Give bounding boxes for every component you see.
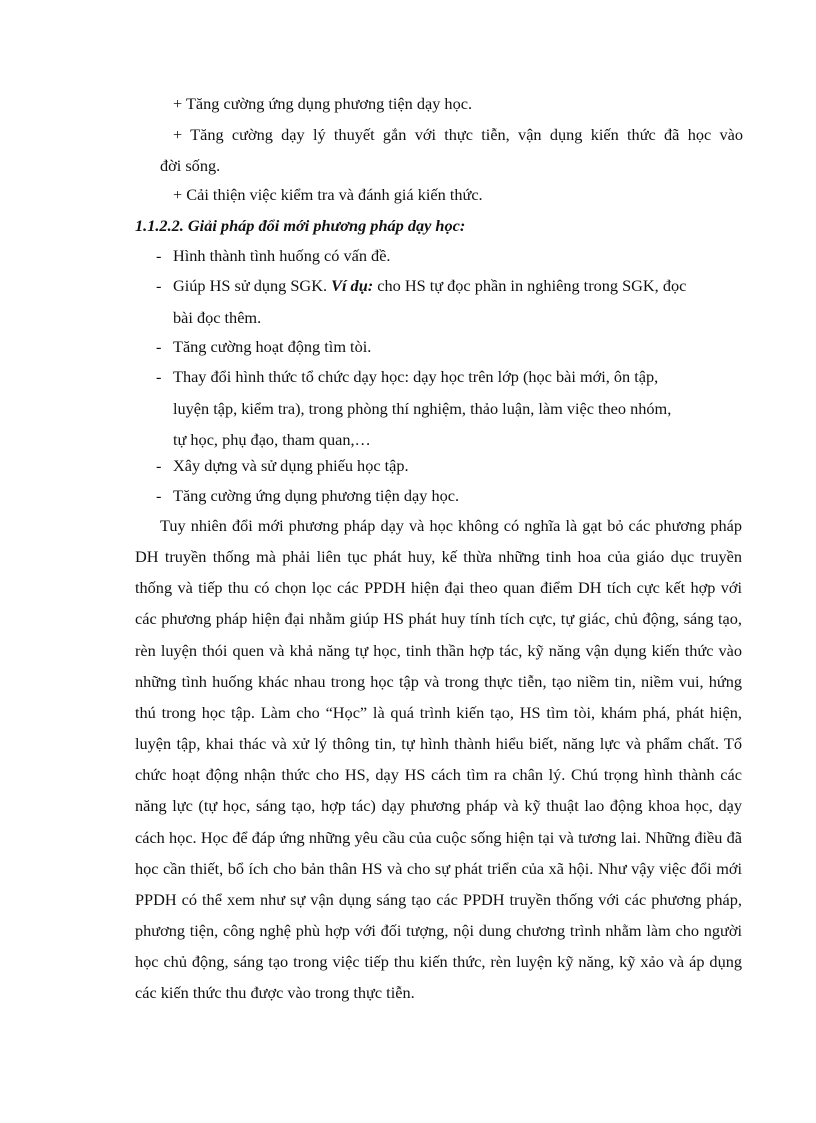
example-label: Ví dụ: xyxy=(331,276,374,295)
plus-item-2 xyxy=(173,119,743,151)
bullet-dash: - xyxy=(156,276,162,295)
bullet-text: Xây dựng và sử dụng phiếu học tập. xyxy=(173,456,409,475)
plus-item-3-text: + Cải thiện việc kiểm tra và đánh giá kiến thức. xyxy=(173,185,483,204)
bullet-2-lead: Giúp HS sử dụng SGK. xyxy=(173,276,332,295)
bullet-text: Hình thành tình huống có vấn đề. xyxy=(173,246,391,265)
bullet-dash: - xyxy=(156,337,162,356)
bullet-text: Tăng cường hoạt động tìm tòi. xyxy=(173,337,372,356)
bullet-2-rest: cho HS tự đọc phần in nghiêng trong SGK, đọc xyxy=(373,276,687,295)
bullet-text-line-3: tự học, phụ đạo, tham quan,… xyxy=(173,430,371,449)
bullet-dash: - xyxy=(156,486,162,505)
bullet-item-4 xyxy=(156,361,746,456)
plus-item-1-text: + Tăng cường ứng dụng phương tiện dạy học. xyxy=(173,94,473,113)
bullet-text-line-2: bài đọc thêm. xyxy=(173,307,262,327)
bullet-item-1 xyxy=(156,240,746,272)
plus-item-3 xyxy=(173,179,743,211)
bullet-dash: - xyxy=(156,367,162,386)
bullet-text-line-1: Thay đổi hình thức tổ chức dạy học: dạy học trên lớp (học bài mới, ôn tập, xyxy=(173,367,659,386)
bullet-text xyxy=(173,270,746,302)
plus-item-2-text: + Tăng cường dạy lý thuyết gắn với thực tiễn, vận dụng kiến thức đã học vào xyxy=(173,125,743,144)
plus-item-2-continuation xyxy=(160,150,730,182)
section-heading: 1.1.2.2. Giải pháp đổi mới phương pháp dạy học: xyxy=(135,216,466,235)
bullet-text: Tăng cường ứng dụng phương tiện dạy học. xyxy=(173,486,460,505)
body-paragraph: Tuy nhiên đổi mới phương pháp dạy và học không có nghĩa là gạt bỏ các phương pháp DH truyền thống mà phải liên tục phát huy, kế thừa những tinh hoa của giáo dục truyền thống và tiếp thu có chọn lọc các PPDH hiện đại theo quan điểm DH tích cực kết hợp với các phương pháp hiện đại nhằm giúp HS phát huy tính tích cực, tự giác, chủ động, sáng tạo, rèn luyện thói quen và khả năng tự học, tinh thần hợp tác, kỹ năng vận dụng kiến thức vào những tình huống khác nhau trong học tập và trong thực tiễn, tạo niềm tin, niềm vui, hứng thú trong học tập. Làm cho “Học” là quá trình kiến tạo, HS tìm tòi, khám phá, phát hiện, luyện tập, khai thác và xử lý thông tin, tự hình thành hiểu biết, năng lực và phẩm chất. Tổ chức hoạt động nhận thức cho HS, dạy HS cách tìm ra chân lý. Chú trọng hình thành các năng lực (tự học, sáng tạo, hợp tác) dạy phương pháp và kỹ thuật lao động khoa học, dạy cách học. Học để đáp ứng những yêu cầu của cuộc sống hiện tại và tương lai. Những điều đã học cần thiết, bổ ích cho bản thân HS và cho sự phát triển của xã hội. Như vậy việc đổi mới PPDH có thể xem như sự vận dụng sáng tạo các PPDH truyền thống với các phương pháp, phương tiện, công nghệ phù hợp với đối tượng, nội dung chương trình nhằm làm cho người học chủ động, sáng tạo trong việc tiếp thu kiến thức, rèn luyện kỹ năng, kỹ xảo và áp dụng các kiến thức thu được vào trong thực tiễn. xyxy=(135,516,742,1003)
bullet-item-3 xyxy=(156,331,746,363)
bullet-text-line-2: luyện tập, kiểm tra), trong phòng thí nghiệm, thảo luận, làm việc theo nhóm, xyxy=(173,398,672,418)
plus-item-1 xyxy=(173,88,743,120)
bullet-dash: - xyxy=(156,246,162,265)
bullet-item-6 xyxy=(156,480,746,512)
plus-item-2-cont-text: đời sống. xyxy=(160,156,221,175)
bullet-dash: - xyxy=(156,456,162,475)
bullet-item-2 xyxy=(156,270,746,333)
bullet-item-5 xyxy=(156,450,746,482)
